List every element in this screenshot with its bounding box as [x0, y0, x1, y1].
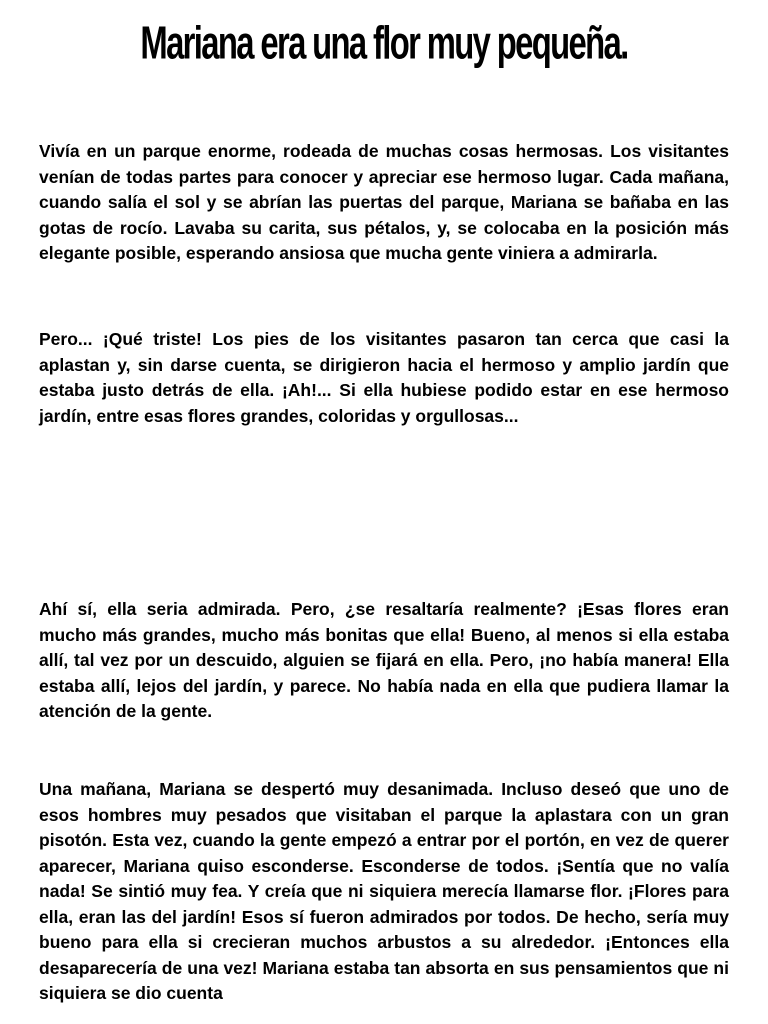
paragraph-1: Vivía en un parque enorme, rodeada de muchas cosas hermosas. Los visitantes venían de todas partes para conocer y apreciar ese hermoso lugar. Cada mañana, cuando salía el sol y se abrían las puertas del parque, Mariana se bañaba en las gotas de rocío. Lavaba su carita, sus pétalos, y, se colocaba en la posición más elegante posible, esperando ansiosa que mucha gente viniera a admirarla.: [39, 141, 729, 263]
paragraph-4: Una mañana, Mariana se despertó muy desanimada. Incluso deseó que uno de esos hombres muy pesados que visitaban el parque la aplastara con un gran pisotón. Esta vez, cuando la gente empezó a entrar por el portón, en vez de querer aparecer, Mariana quiso esconderse. Esconderse de todos. ¡Sentía que no valía nada! Se sintió muy fea. Y creía que ni siquiera merecía llamarse flor. ¡Flores para ella, eran las del jardín! Esos sí fueron admirados por todos. De hecho, sería muy bueno para ella si crecieran muchos arbustos a su alrededor. ¡Entonces ella desaparecería de una vez! Mariana estaba tan absorta en sus pensamientos que ni siquiera se dio cuenta: [39, 779, 729, 1003]
paragraph-2: Pero... ¡Qué triste! Los pies de los visitantes pasaron tan cerca que casi la aplastan y, sin darse cuenta, se dirigieron hacia el hermoso y amplio jardín que estaba justo detrás de ella. ¡Ah!... Si ella hubiese podido estar en ese hermoso jardín, entre esas flores grandes, coloridas y orgullosas...: [39, 329, 729, 426]
document-title: Mariana era una flor muy pequeña.: [140, 18, 628, 69]
paragraph-3: Ahí sí, ella seria admirada. Pero, ¿se resaltaría realmente? ¡Esas flores eran mucho más grandes, mucho más bonitas que ella! Bueno, al menos si ella estaba allí, tal vez por un descuido, alguien se fijará en ella. Pero, ¡no había manera! Ella estaba allí, lejos del jardín, y parece. No había nada en ella que pudiera llamar la atención de la gente.: [39, 599, 729, 721]
